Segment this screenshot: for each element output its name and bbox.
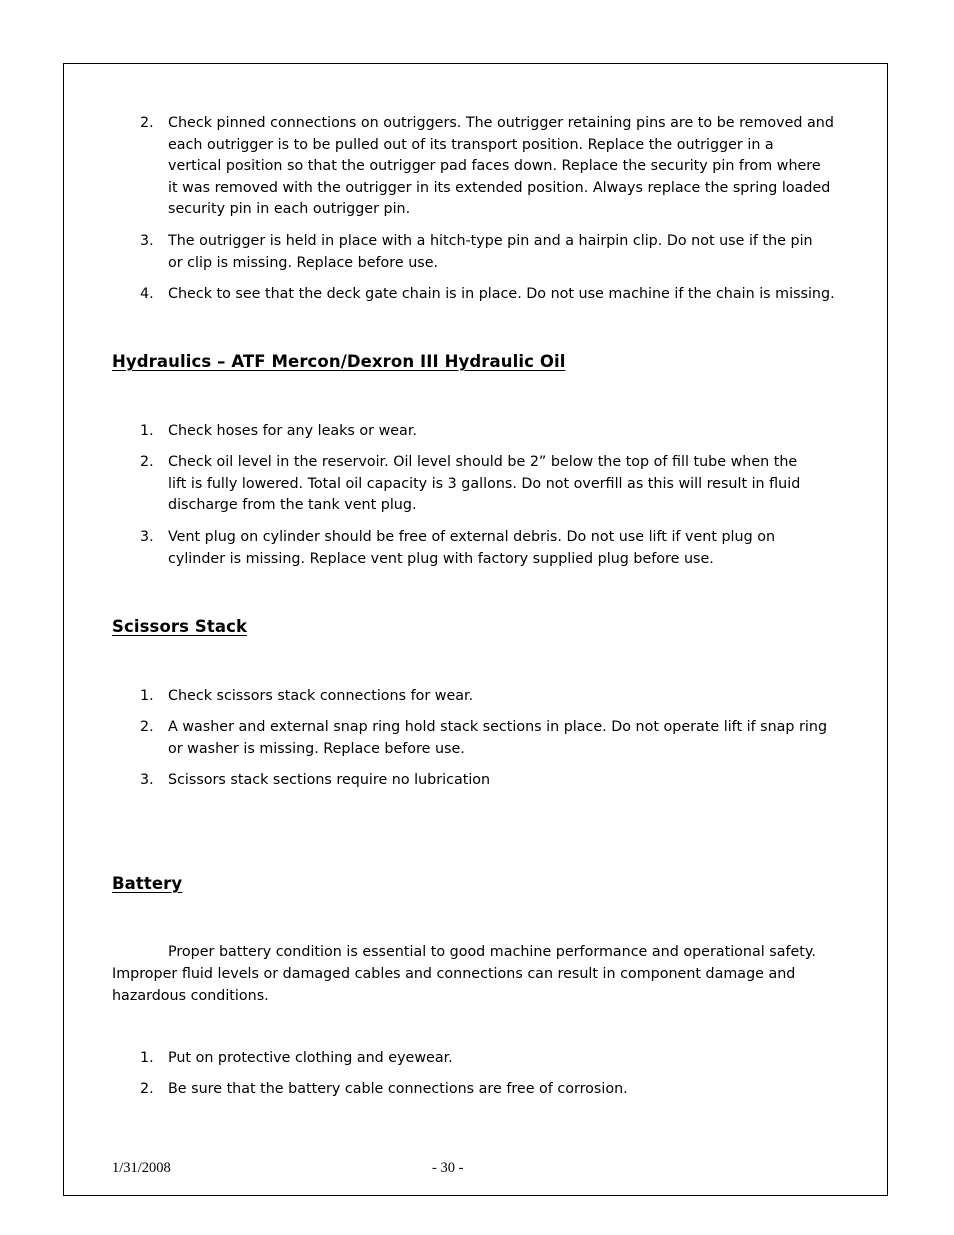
list-text: Check hoses for any leaks or wear. <box>168 423 417 439</box>
list-number: 3. <box>140 233 154 249</box>
list-number: 1. <box>140 688 154 704</box>
list-text: The outrigger is held in place with a hitch-type pin and a hairpin clip. Do not use if the pin or clip is missing. Replace before use. <box>168 233 813 271</box>
paragraph-line: Improper fluid levels or damaged cables and connections can result in component damage and <box>112 965 796 982</box>
section-heading-battery: Battery <box>112 874 183 893</box>
list-text: A washer and external snap ring hold stack sections in place. Do not operate lift if snap ring or washer is missing. Replace before use. <box>168 719 828 757</box>
list-text: Put on protective clothing and eyewear. <box>168 1050 453 1066</box>
list-text: Check oil level in the reservoir. Oil level should be 2” below the top of fill tube when the lift is fully lowered. Total oil capacity is 3 gallons. Do not overfill as this will result in fluid discharge from the tank vent plug. <box>168 454 801 513</box>
list-number: 1. <box>140 1050 154 1066</box>
list-number: 4. <box>140 286 154 302</box>
list-number: 2. <box>140 115 154 131</box>
list-number: 2. <box>140 454 154 470</box>
paragraph-line: Proper battery condition is essential to good machine performance and operational safety. <box>168 944 816 960</box>
list-number: 1. <box>140 423 154 439</box>
paragraph-line: hazardous conditions. <box>112 987 269 1004</box>
section-heading-scissors: Scissors Stack <box>112 617 248 636</box>
list-number: 3. <box>140 529 154 545</box>
list-text: Check scissors stack connections for wear. <box>168 688 474 704</box>
list-number: 2. <box>140 719 154 735</box>
list-text: Be sure that the battery cable connections are free of corrosion. <box>168 1081 628 1097</box>
list-text: Check to see that the deck gate chain is in place. Do not use machine if the chain is missing. <box>168 286 835 302</box>
list-text: Check pinned connections on outriggers. The outrigger retaining pins are to be removed and each outrigger is to be pulled out of its transport position. Replace the outrigger in a vertical position so that the outrigger pad faces down. Replace the security pin from where it was removed with the outrigger in its extended position. Always replace the spring loaded security pin in each outrigger pin. <box>168 115 834 217</box>
footer-date: 1/31/2008 <box>112 1160 171 1176</box>
footer-page-number: - 30 - <box>432 1160 464 1176</box>
section-heading-hydraulics: Hydraulics – ATF Mercon/Dexron III Hydraulic Oil <box>112 352 566 371</box>
battery-paragraph <box>112 942 842 1007</box>
list-text: Scissors stack sections require no lubrication <box>168 772 491 788</box>
list-number: 2. <box>140 1081 154 1097</box>
list-number: 3. <box>140 772 154 788</box>
list-text: Vent plug on cylinder should be free of external debris. Do not use lift if vent plug on cylinder is missing. Replace vent plug with factory supplied plug before use. <box>168 529 776 567</box>
